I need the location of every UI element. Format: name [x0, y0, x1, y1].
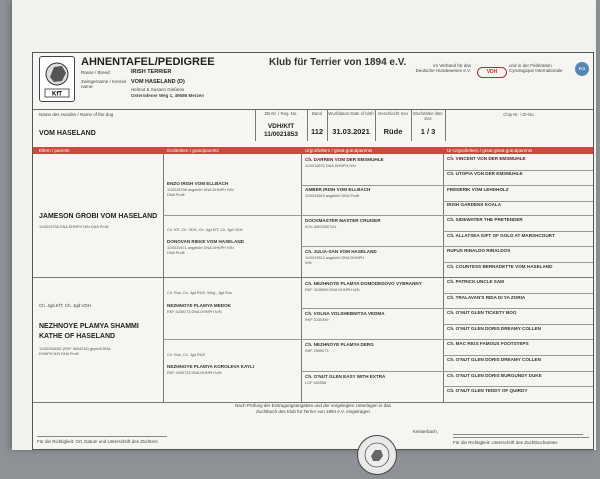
ggp-6-name: Ch. VOLNA VOLSHEBNITSA VEDMA	[305, 311, 385, 316]
ggp-divider-5	[301, 308, 443, 309]
dam-details: 11/0025483G (RKF 5694216) geprüft DNA DHNPH N/N DNA Profil	[39, 347, 111, 356]
gggp-3: FREDERIK VOM LEHDHOLZ	[447, 187, 509, 192]
kiel-label: Keisterbach,	[413, 429, 439, 434]
grandparent-4-titles: Ch. Rus, Ch. Jgd RUS	[167, 353, 205, 357]
pedigree-sheet	[12, 0, 596, 450]
gggp-11: Ch. O'NUT GLEN TICKETY BOO	[447, 310, 517, 315]
gggp-5: Ch. SIDEWATER THE PRETENDER	[447, 217, 523, 222]
left-signature-line	[37, 436, 167, 437]
field-row-top-border	[33, 109, 593, 110]
reg-no-label: ZB-Nr. / Reg. No.	[264, 111, 298, 116]
studbook-sign-label: Für die Richtigkeit: Unterschrift des Zuchtbuchamtes	[453, 440, 558, 445]
gggp-7: RUFUS RINALDO RINALDOS	[447, 248, 511, 253]
gggp-divider-13	[443, 355, 593, 356]
ggp-4-details: 11/0019512 angekört DNA DHNPH N/N	[305, 256, 365, 265]
kennel-value: VOM HASELAND (D)	[131, 79, 185, 85]
gen-great-great-grandparents-label: Ur-Urgroßeltern / great-great-grandparents	[447, 148, 533, 153]
gggp-divider-11	[443, 324, 593, 325]
dob-label: Wurfdatum Date of birth	[328, 111, 374, 116]
pedigree-document	[32, 52, 594, 450]
gen-parents-label: Eltern / parents	[39, 148, 70, 153]
grandparent-4-name: NEZHNOYE PLAMYA KOROLEVA KAYLI	[167, 364, 255, 369]
gggp-divider-9	[443, 293, 593, 294]
breed-label: Rasse / Breed:	[81, 70, 111, 75]
footer-note-1: Nach Prüfung der Eintragungsangaben und der vorgelegten Unterlagen in das	[235, 403, 391, 408]
gen-grandparents-label: Großeltern / grandparents	[167, 148, 219, 153]
litter-value: 1 / 3	[420, 127, 436, 136]
ggp-divider-2	[301, 215, 443, 216]
kft-logo	[39, 56, 75, 102]
gp-divider-2	[163, 339, 301, 340]
breeder-sign-label: Für die Richtigkeit: Ort, Datum und Unterschrift des Züchters	[37, 439, 158, 444]
grandparent-2-details: 11/0019471 angekört DNA DHNPH N/N DNA Profil	[167, 246, 234, 255]
ggp-3-details: KCK AM02587101	[305, 225, 337, 229]
gggp-divider-15	[443, 386, 593, 387]
gggp-6: Ch. ALLATSEA GIFT OF GOLD AT MARSHCOURT	[447, 233, 555, 238]
dog-name-label: Name des Hundes / Name of the dog	[39, 112, 114, 117]
sex-value: Rüde	[383, 127, 403, 136]
gggp-13: Ch. MAC RIGS FAMOUS FOOTSTEPS	[447, 341, 529, 346]
right-signature-line	[453, 437, 589, 438]
ggp-1-details: 11/0016575 DNA DHNPH N/N	[305, 164, 356, 168]
sex-label: Geschlecht Sex	[377, 111, 409, 116]
litter-label: Wurfstärke litter size	[412, 111, 443, 121]
ggp-1-name: Ch. DARREN VOM DER EMSMUHLE	[305, 157, 384, 162]
ggp-8-name: Ch. O'NUT GLEN EASY WITH EXTRA	[305, 374, 386, 379]
grandparent-3-titles: Ch. Rus, Ch. Jgd RUS, Weg., Jgd Rus	[167, 291, 232, 295]
grandparent-3-name: NEZHNOYE PLAMYA MEDOK	[167, 303, 231, 308]
club-name: Klub für Terrier von 1894 e.V.	[269, 57, 407, 68]
ggp-4-name: Ch. JULIA-SAN VOM HASELAND	[305, 249, 377, 254]
gggp-9: Ch. PATRICK UNCLE SAM	[447, 279, 504, 284]
ggp-5-name: Ch. NEZHNOYE PLAMYA DOMODEDOVO VYBRANNY	[305, 281, 422, 286]
kennel-label: Zwingername / Kennel name:	[81, 79, 127, 89]
grandparent-1-name: ENZO IRISH VOM ELLBACH	[167, 181, 229, 186]
tree-col-divider-2	[301, 154, 302, 402]
ggp-divider-6	[301, 339, 443, 340]
grandparent-1-details: 11/0018798 angekört DNA DHNPH N/N DNA Profil	[167, 188, 234, 197]
fci-badge: FCI	[575, 62, 589, 76]
reg-no-prefix: VDH/KfT	[267, 123, 295, 130]
dam-titles: Ch. Jgd.KfT, Ch. Jgd VDH	[39, 303, 92, 308]
grandparent-4-details: RKF 4059723 DNA DHNPH N/N	[167, 371, 222, 375]
dam-name-line2: KATHE OF HASELAND	[39, 333, 116, 340]
sire-details: 11/0019738 DNA DHNPH N/N DNA Profil	[39, 225, 109, 229]
band-value: 112	[310, 127, 324, 136]
vdh-text: im Verband für das Deutsche Hundewesen e.V.	[415, 63, 471, 73]
owner-address: Osterodener Weg 1, 49586 Merzen	[131, 93, 204, 98]
footer-note-2: Zuchtbuch des Klub für Terrier von 1894 e.V. eingetragen	[256, 409, 370, 414]
ggp-5-details: RKF 3248969 DNA DHNPH N/N	[305, 288, 360, 292]
fci-text: und in der Fédération Cynologique Internationale	[509, 63, 563, 73]
gggp-divider-7	[443, 262, 593, 263]
dob-value: 31.03.2021	[332, 127, 370, 136]
pedigree-title: AHNENTAFEL/PEDIGREE	[81, 56, 215, 68]
grandparent-2-titles: Ch. KfT, Ch. VDH, Ch. Jgd KfT, Ch. Jgd VDH	[167, 228, 243, 232]
terrier-head-icon	[40, 57, 74, 101]
reg-no-value: 11/0021853	[264, 131, 298, 138]
club-seal-stamp	[357, 435, 397, 475]
grandparent-2-name: DONOVAN RIEKE VOM HASELAND	[167, 239, 244, 244]
gggp-1: Ch. VINCENT VON DER EMSMUHLE	[447, 156, 526, 161]
gggp-8: Ch. COUNTESS BERNADETTE VOM HASELAND	[447, 264, 553, 269]
dog-name-value: VOM HASELAND	[39, 130, 96, 137]
gggp-divider-2	[443, 185, 593, 186]
gggp-divider-4	[443, 215, 593, 216]
ggp-3-name: DOCKMASTER MASTER CRUISER	[305, 218, 381, 223]
ggp-7-details: RKF 2595073	[305, 349, 329, 353]
gggp-divider-12	[443, 339, 593, 340]
ggp-7-name: Ch. NEZHNOYE PLAMYA DERG	[305, 342, 374, 347]
kiel-signature-line	[453, 434, 583, 435]
band-label: Band	[311, 111, 323, 116]
gggp-2: Ch. UTOPIA VON DER EMSMUHLE	[447, 171, 523, 176]
seal-icon	[358, 436, 396, 474]
ggp-2-name: AMBER IRISH VOM ELLBACH	[305, 187, 371, 192]
breed-value: IRISH TERRIER	[131, 69, 172, 75]
gggp-12: Ch. O'NUT GLEN DORIS DREAMY COLLEN	[447, 326, 541, 331]
gggp-divider-10	[443, 308, 593, 309]
gggp-divider-5	[443, 231, 593, 232]
gggp-divider-6	[443, 246, 593, 247]
ggp-2-details: 11/0016619 angekört DNA Profil	[305, 194, 360, 198]
vdh-badge: VDH	[477, 67, 507, 78]
gggp-15: Ch. O'NUT GLEN DORIS BURGUNDY DUKE	[447, 373, 542, 378]
sire-name: JAMESON GROBI VOM HASELAND	[39, 213, 158, 220]
gggp-4: IRISH GARDENS KOALA	[447, 202, 502, 207]
gggp-14: Ch. O'NUT GLEN DORIS DREAMY COLLEN	[447, 357, 541, 362]
owner-name: Helmut & Susann Gießens	[131, 87, 185, 92]
gggp-divider-14	[443, 371, 593, 372]
ggp-divider-1	[301, 185, 443, 186]
ggp-divider-3	[301, 246, 443, 247]
tree-col-divider-1	[163, 154, 164, 402]
gp-divider-1	[163, 215, 301, 216]
ggp-6-details: RKF 3230399	[305, 318, 329, 322]
tree-col-divider-3	[443, 154, 444, 402]
ggp-8-details: LOF 180558	[305, 381, 327, 385]
dam-name-line1: NEZHNOYE PLAMYA SHAMMI	[39, 323, 139, 330]
tree-sire-dam-divider	[33, 277, 593, 278]
svg-text:KfT: KfT	[52, 91, 62, 98]
grandparent-3-details: RKF 4236273 DNA DHNPH N/N	[167, 310, 222, 314]
gggp-16: Ch. O'NUT GLEN TEDDY OF QUIRDY	[447, 388, 528, 393]
chip-label: Chip Nr. / ID-No.	[503, 112, 535, 117]
ggp-divider-7	[301, 371, 443, 372]
gggp-10: Ch. TRALAVAN'S RIDA DI YA ZORIA	[447, 295, 526, 300]
gen-great-grandparents-label: Urgroßeltern / great-grandparents	[305, 148, 373, 153]
